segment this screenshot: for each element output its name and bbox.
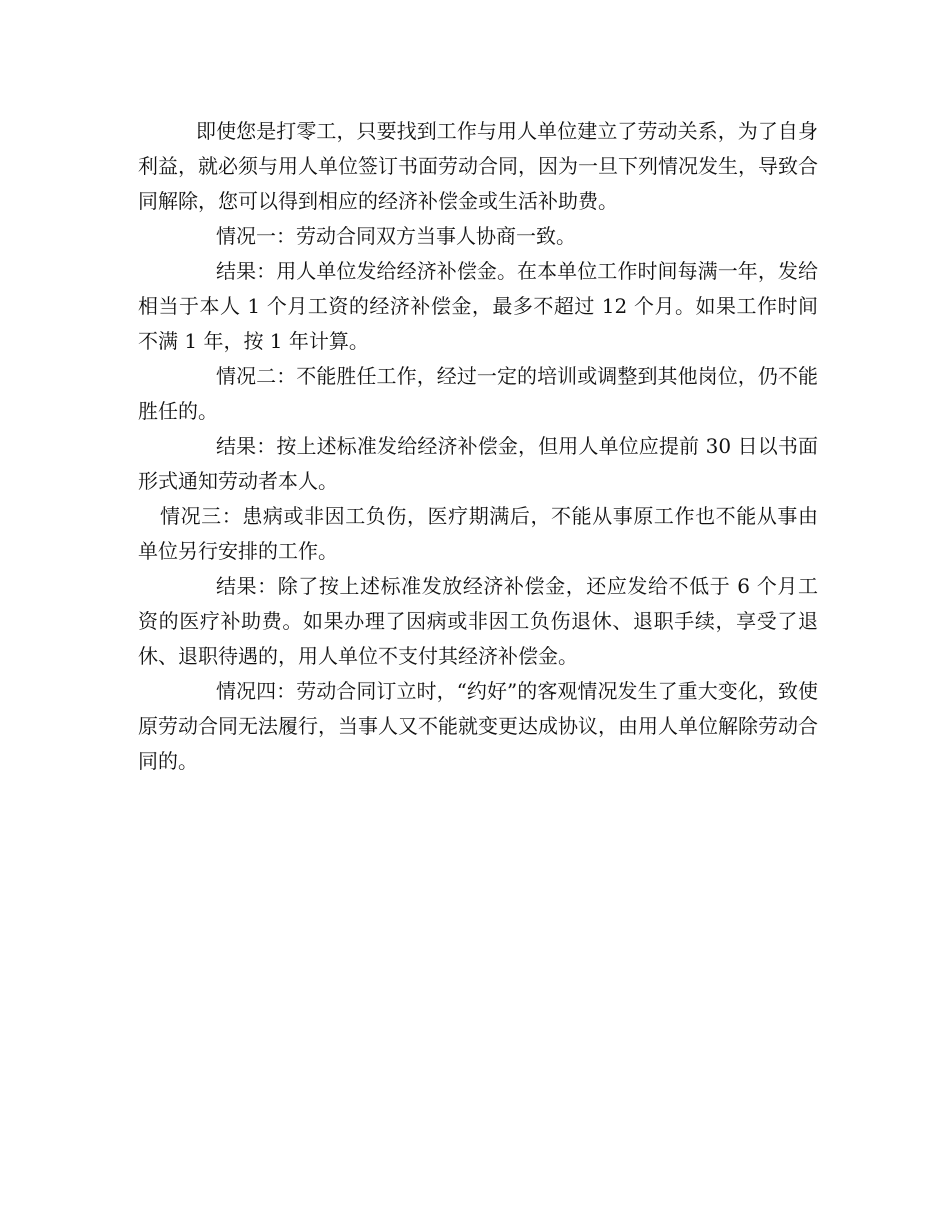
intro-paragraph: 即使您是打零工，只要找到工作与用人单位建立了劳动关系，为了自身利益，就必须与用人单位签订书面劳动合同，因为一旦下列情况发生，导致合同解除，您可以得到相应的经济补偿金或生活补助费。 [138, 119, 818, 213]
result-three-paragraph: 结果：除了按上述标准发放经济补偿金，还应发给不低于 6 个月工资的医疗补助费。如果办理了因病或非因工负伤退休、退职手续，享受了退休、退职待遇的，用人单位不支付其经济补偿金。 [138, 574, 818, 668]
case-two-paragraph: 情况二：不能胜任工作，经过一定的培训或调整到其他岗位，仍不能胜任的。 [138, 364, 818, 423]
result-one-paragraph: 结果：用人单位发给经济补偿金。在本单位工作时间每满一年，发给相当于本人 1 个月工资的经济补偿金，最多不超过 12 个月。如果工作时间不满 1 年，按 1 年计算。 [138, 259, 818, 353]
result-two-paragraph: 结果：按上述标准发给经济补偿金，但用人单位应提前 30 日以书面形式通知劳动者本人。 [138, 434, 818, 493]
case-four-paragraph: 情况四：劳动合同订立时，“约好”的客观情况发生了重大变化，致使原劳动合同无法履行，当事人又不能就变更达成协议，由用人单位解除劳动合同的。 [138, 679, 818, 773]
case-three-paragraph: 情况三：患病或非因工负伤，医疗期满后，不能从事原工作也不能从事由单位另行安排的工作。 [138, 504, 818, 563]
document-body [138, 114, 818, 779]
case-one-paragraph: 情况一：劳动合同双方当事人协商一致。 [216, 224, 576, 248]
